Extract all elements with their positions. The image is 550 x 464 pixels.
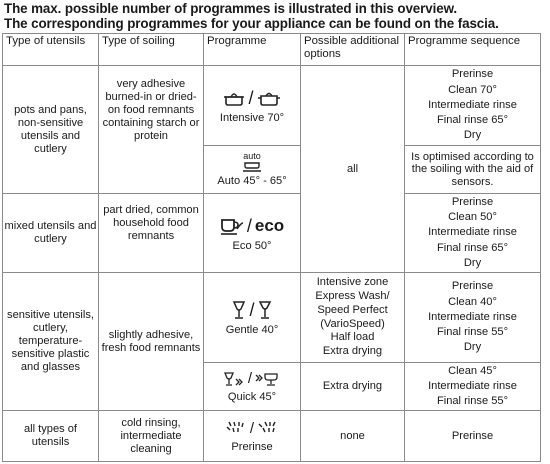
header-soiling: Type of soiling <box>99 34 204 66</box>
sequence-step: Final rinse 55° <box>436 395 509 408</box>
pot-symbols-icon: / <box>205 86 299 110</box>
sequence-step: Clean 50° <box>448 211 497 224</box>
sequence-step: Intermediate rinse <box>428 226 517 239</box>
sequence-step: Intermediate rinse <box>428 379 517 392</box>
programme-cell <box>204 146 301 194</box>
soiling-cell: slightly adhesive, fresh food remnants <box>99 273 204 411</box>
sequence-step: Dry <box>463 129 482 142</box>
sequence-step: Clean 70° <box>448 83 497 96</box>
table-row <box>3 194 541 273</box>
programme-cell <box>204 273 301 363</box>
sequence-cell: Prerinse <box>405 411 541 462</box>
option-item: Express Wash/ <box>315 289 390 302</box>
option-item: Speed Perfect <box>317 303 388 316</box>
programme-cell <box>204 411 301 462</box>
sequence-step: Intermediate rinse <box>428 310 517 323</box>
sequence-step: Prerinse <box>451 195 494 208</box>
programme-name: Gentle 40° <box>225 324 279 336</box>
soiling-cell: cold rinsing, intermediate cleaning <box>99 411 204 462</box>
option-item: Half load <box>330 331 375 344</box>
programme-name: Prerinse <box>231 440 273 453</box>
options-cell: none <box>301 411 405 462</box>
quick-arrows-icon: / <box>205 369 299 389</box>
programme-cell <box>204 66 301 146</box>
sequence-step: Clean 40° <box>448 295 497 308</box>
programme-name: Intensive 70° <box>219 112 285 124</box>
table-row <box>3 273 541 363</box>
sequence-cell <box>405 194 541 273</box>
soiling-cell: part dried, common household food remnants <box>99 194 204 273</box>
cup-plate-icon: / eco <box>205 214 299 238</box>
header-programme: Programme <box>204 34 301 66</box>
auto-tray-icon <box>205 152 299 173</box>
header-utensils: Type of utensils <box>3 34 99 66</box>
option-item: Extra drying <box>322 345 383 358</box>
programme-cell <box>204 363 301 411</box>
sequence-step: Clean 45° <box>448 364 497 377</box>
intro-line-2: The corresponding programmes for your appliance can be found on the fascia. <box>4 16 499 31</box>
sequence-step: Dry <box>463 341 482 354</box>
table-row <box>3 411 541 462</box>
sequence-cell <box>405 273 541 363</box>
intro-line-1: The max. possible number of programmes is illustrated in this overview. <box>4 1 458 16</box>
option-item: (VarioSpeed) <box>320 317 385 330</box>
options-cell: all <box>301 66 405 273</box>
programme-cell <box>204 194 301 273</box>
utensils-cell: pots and pans, non-sensitive utensils and cutlery <box>3 66 99 194</box>
sequence-step: Intermediate rinse <box>428 98 517 111</box>
header-sequence: Programme sequence <box>405 34 541 66</box>
header-row <box>3 34 541 66</box>
sequence-step: Prerinse <box>451 68 494 81</box>
programme-name: Quick 45° <box>227 391 277 403</box>
sequence-step: Dry <box>463 256 482 269</box>
glasses-icon: / <box>205 298 299 322</box>
utensils-cell: sensitive utensils, cutlery, temperature-sensitive plastic and glasses <box>3 273 99 411</box>
option-item: Intensive zone <box>316 276 389 289</box>
header-options: Possible additional options <box>301 34 405 66</box>
programme-table <box>2 33 541 462</box>
sequence-step: Prerinse <box>451 280 494 293</box>
options-cell: Extra drying <box>301 363 405 411</box>
utensils-cell: all types of utensils <box>3 411 99 462</box>
options-cell <box>301 273 405 363</box>
utensils-cell: mixed utensils and cutlery <box>3 194 99 273</box>
eco-label: eco <box>254 216 285 235</box>
programme-name: Auto 45° - 65° <box>217 174 287 187</box>
auto-label: auto <box>243 150 261 161</box>
programme-name: Eco 50° <box>232 239 272 252</box>
table-row <box>3 66 541 146</box>
sequence-step: Final rinse 65° <box>436 241 509 254</box>
spray-icon: / <box>205 419 299 439</box>
sequence-cell <box>405 363 541 411</box>
sequence-cell <box>405 66 541 146</box>
sequence-cell: Is optimised according to the soiling with the aid of sensors. <box>405 146 541 194</box>
soiling-cell: very adhesive burned-in or dried-on food remnants containing starch or protein <box>99 66 204 194</box>
sequence-step: Final rinse 65° <box>436 114 509 127</box>
sequence-step: Final rinse 55° <box>436 326 509 339</box>
